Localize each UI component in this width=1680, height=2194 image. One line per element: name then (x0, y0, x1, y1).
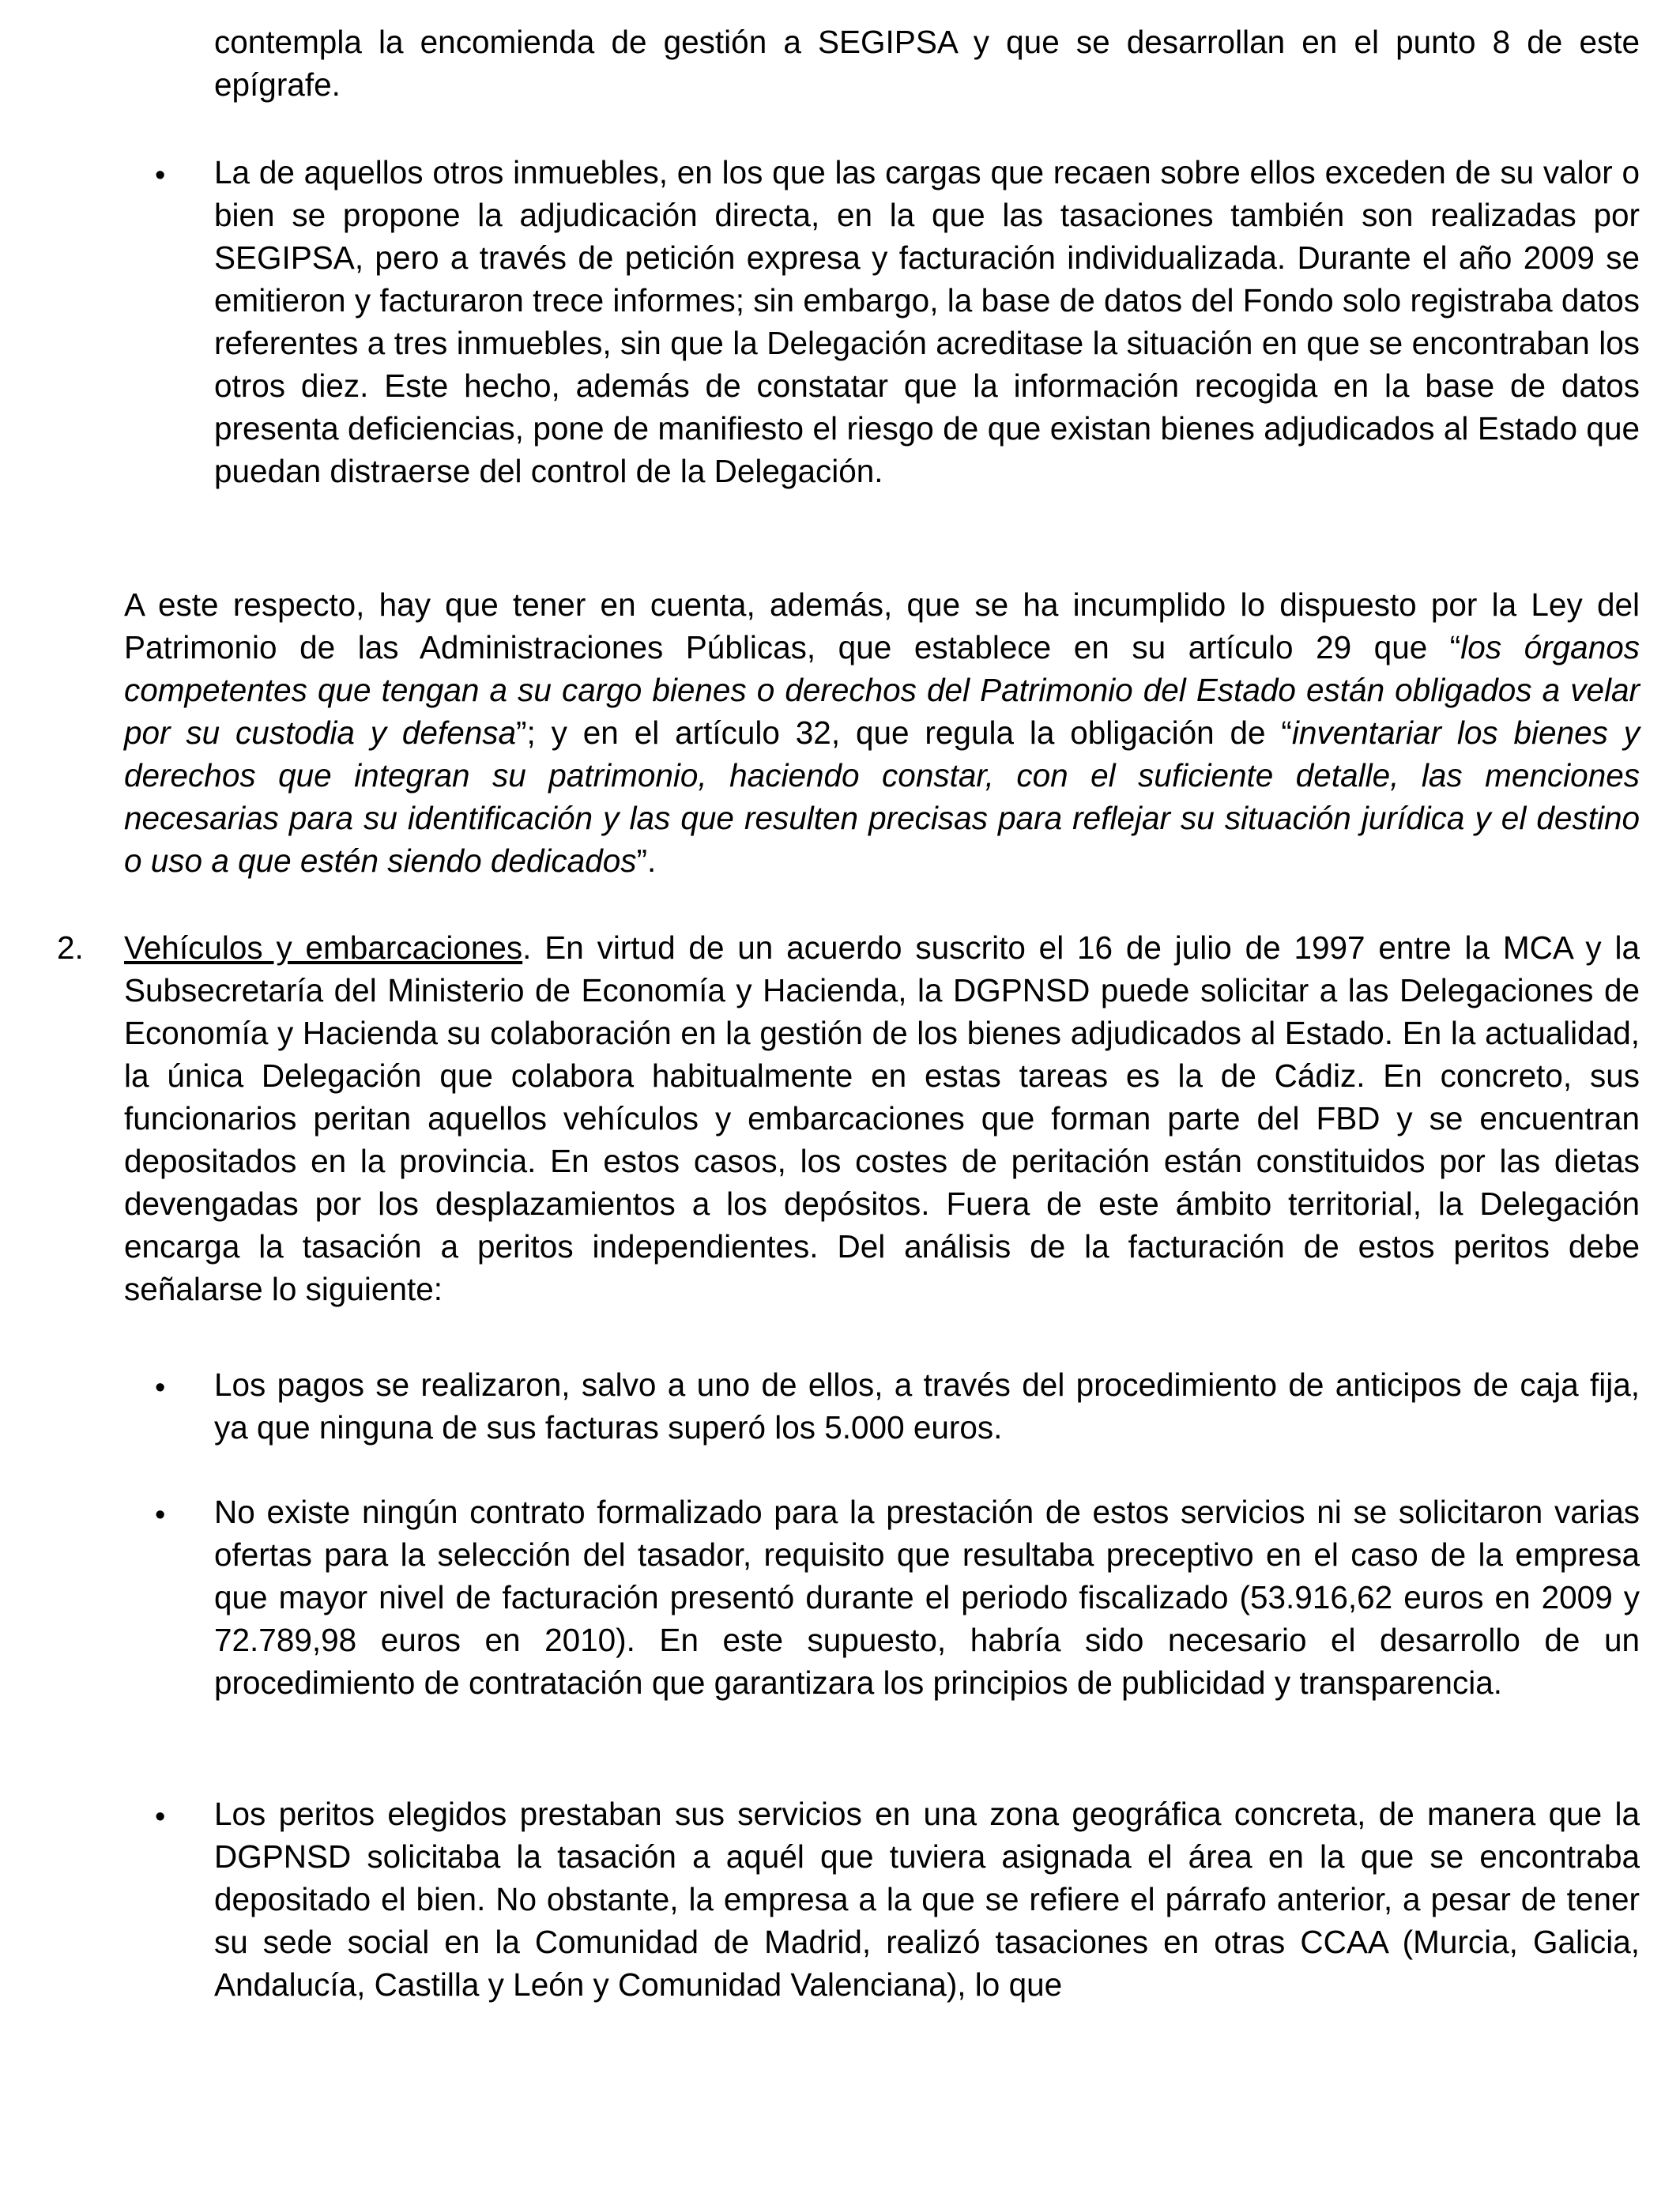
paragraph-ley-patrimonio (124, 583, 1640, 882)
paragraph-text: ”; y en el artículo 32, que regula la obligación de “ (516, 714, 1292, 751)
item-number: 2. (57, 929, 84, 966)
bullet-marker: • (155, 159, 166, 192)
bullet-paragraph-1: La de aquellos otros inmuebles, en los que las cargas que recaen sobre ellos exceden de su valor o bien se propone la adjudicación directa, en la que las tasaciones también son realizadas por SEGIPSA, pero a través de petición expresa y facturación individualizada. Durante el año 2009 se emitieron y facturaron trece informes; sin embargo, la base de datos del Fondo solo registraba datos referentes a tres inmuebles, sin que la Delegación acreditase la situación en que se encontraban los otros diez. Este hecho, además de constatar que la información recogida en la base de datos presenta deficiencias, pone de manifiesto el riesgo de que existan bienes adjudicados al Estado que puedan distraerse del control de la Delegación. (214, 154, 1640, 489)
bullet-paragraph-2: Los pagos se realizaron, salvo a uno de ellos, a través del procedimiento de anticipos de caja fija, ya que ninguna de sus facturas superó los 5.000 euros. (214, 1367, 1640, 1446)
bullet-paragraph-3: No existe ningún contrato formalizado para la prestación de estos servicios ni se solicitaron varias ofertas para la selección del tasador, requisito que resultaba preceptivo en el caso de la empresa que mayor nivel de facturación presentó durante el periodo fiscalizado (53.916,62 euros en 2009 y 72.789,98 euros en 2010). En este supuesto, habría sido necesario el desarrollo de un procedimiento de contratación que garantizara los principios de publicidad y transparencia. (214, 1494, 1640, 1701)
paragraph-text: ”. (636, 843, 657, 879)
bullet-marker: • (155, 1800, 166, 1834)
bullet-paragraph-4: Los peritos elegidos prestaban sus servicios en una zona geográfica concreta, de manera que la DGPNSD solicitaba la tasación a aquél que tuviera asignada el área en la que se encontraba depositado el bien. No obstante, la empresa a la que se refiere el párrafo anterior, a pesar de tener su sede social en la Comunidad de Madrid, realizó tasaciones en otras CCAA (Murcia, Galicia, Andalucía, Castilla y León y Comunidad Valenciana), lo que (214, 1796, 1640, 2003)
bullet-marker: • (155, 1371, 166, 1404)
quote-articulo-29: los órganos competentes que tengan a su cargo bienes o derechos del Patrimonio del Estado están obligados a velar por su custodia y defensa (124, 629, 1640, 751)
item-2-title: Vehículos y embarcaciones (124, 929, 523, 966)
item-2-paragraph (124, 926, 1640, 1310)
paragraph-text: A este respecto, hay que tener en cuenta, además, que se ha incumplido lo dispuesto por la Ley del Patrimonio de las Administraciones Públicas, que establece en su artículo 29 que “ (124, 586, 1640, 665)
quote-articulo-32: inventariar los bienes y derechos que integran su patrimonio, haciendo constar, con el suficiente detalle, las menciones necesarias para su identificación y las que resulten precisas para reflejar su situación jurídica y el destino o uso a que estén siendo dedicados (124, 714, 1640, 879)
continuation-paragraph: contempla la encomienda de gestión a SEGIPSA y que se desarrollan en el punto 8 de este epígrafe. (214, 24, 1640, 103)
item-2-text: . En virtud de un acuerdo suscrito el 16 de julio de 1997 entre la MCA y la Subsecretaría del Ministerio de Economía y Hacienda, la DGPNSD puede solicitar a las Delegaciones de Economía y Hacienda su colaboración en la gestión de los bienes adjudicados al Estado. En la actualidad, la única Delegación que colabora habitualmente en estas tareas es la de Cádiz. En concreto, sus funcionarios peritan aquellos vehículos y embarcaciones que forman parte del FBD y se encuentran depositados en la provincia. En estos casos, los costes de peritación están constituidos por las dietas devengadas por los desplazamientos a los depósitos. Fuera de este ámbito territorial, la Delegación encarga la tasación a peritos independientes. Del análisis de la facturación de estos peritos debe señalarse lo siguiente: (124, 929, 1640, 1307)
bullet-marker: • (155, 1498, 166, 1532)
